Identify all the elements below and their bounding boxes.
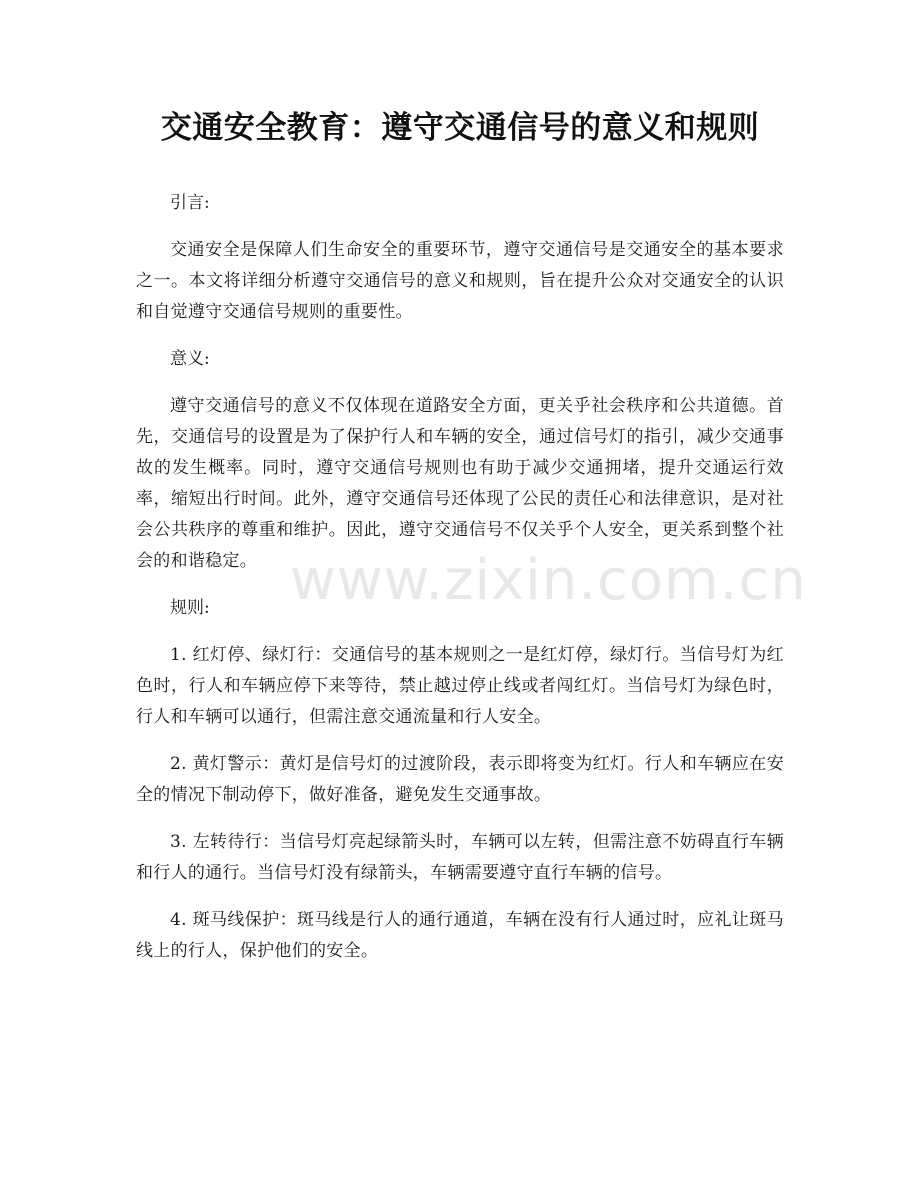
rules-heading: 规则: — [170, 598, 210, 618]
rule-item-crosswalk: 4. 斑马线保护：斑马线是行人的通行通道，车辆在没有行人通过时，应礼让斑马线上的行人，保护他们的安全。 — [136, 910, 784, 961]
intro-paragraph: 交通安全是保障人们生命安全的重要环节，遵守交通信号是交通安全的基本要求之一。本文将详细分析遵守交通信号的意义和规则，旨在提升公众对交通安全的认识和自觉遵守交通信号规则的重要性。 — [136, 240, 784, 322]
intro-heading: 引言: — [170, 193, 210, 213]
watermark-text: www.zixin.com.cn — [290, 548, 807, 613]
rule-item-left-turn: 3. 左转待行：当信号灯亮起绿箭头时，车辆可以左转，但需注意不妨碍直行车辆和行人的通行。当信号灯没有绿箭头，车辆需要遵守直行车辆的信号。 — [136, 832, 784, 883]
rule-item-red-green: 1. 红灯停、绿灯行：交通信号的基本规则之一是红灯停，绿灯行。当信号灯为红色时，行人和车辆应停下来等待，禁止越过停止线或者闯红灯。当信号灯为绿色时，行人和车辆可以通行，但需注意交通流量和行人安全。 — [136, 645, 784, 727]
document-title: 交通安全教育：遵守交通信号的意义和规则 — [160, 110, 760, 146]
meaning-paragraph: 遵守交通信号的意义不仅体现在道路安全方面，更关乎社会秩序和公共道德。首先，交通信号的设置是为了保护行人和车辆的安全，通过信号灯的指引，减少交通事故的发生概率。同时，遵守交通信号规则也有助于减少交通拥堵，提升交通运行效率，缩短出行时间。此外，遵守交通信号还体现了公民的责任心和法律意识，是对社会公共秩序的尊重和维护。因此，遵守交通信号不仅关乎个人安全，更关系到整个社会的和谐稳定。 — [136, 396, 784, 571]
meaning-heading: 意义: — [170, 349, 210, 369]
rule-item-yellow: 2. 黄灯警示：黄灯是信号灯的过渡阶段，表示即将变为红灯。行人和车辆应在安全的情况下制动停下，做好准备，避免发生交通事故。 — [136, 754, 784, 805]
